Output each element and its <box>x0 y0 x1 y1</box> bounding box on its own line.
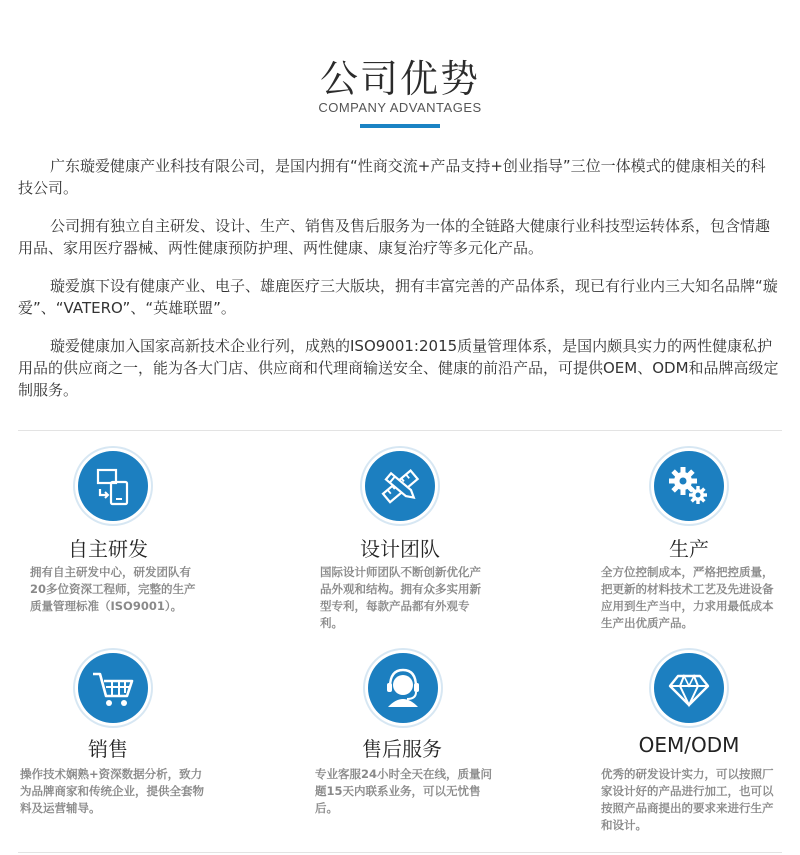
feature-description: 操作技术娴熟+资深数据分析，致力为品牌商家和传统企业，提供全套物料及运营辅导。 <box>20 767 204 815</box>
feature-description: 国际设计师团队不断创新优化产品外观和结构。拥有众多实用新型专利，每款产品都有外观专利。 <box>320 565 481 630</box>
section-divider <box>18 852 782 853</box>
gears-icon <box>654 451 724 521</box>
devices-icon <box>78 451 148 521</box>
intro-paragraph: 璇爱旗下设有健康产业、电子、雄鹿医疗三大版块，拥有丰富完善的产品体系，现已有行业内三大知名品牌“璇爱”、“VATERO”、“英雄联盟”。 <box>18 277 778 317</box>
feature-description: 全方位控制成本，严格把控质量，把更新的材料技术工艺及先进设备应用到生产当中，力求用最低成本生产出优质产品。 <box>601 565 774 630</box>
section-divider <box>18 430 782 431</box>
page-subtitle: COMPANY ADVANTAGES <box>318 100 482 115</box>
feature-description: 专业客服24小时全天在线，质量问题15天内联系业务，可以无忧售后。 <box>315 767 493 815</box>
intro-paragraph: 公司拥有独立自主研发、设计、生产、销售及售后服务为一体的全链路大健康行业科技型运转体系，包含情趣用品、家用医疗器械、两性健康预防护理、两性健康、康复治疗等多元化产品。 <box>18 217 771 257</box>
shopping-cart-icon <box>78 653 148 723</box>
diamond-icon <box>654 653 724 723</box>
headset-support-icon <box>368 653 438 723</box>
feature-title: 售后服务 <box>362 737 442 761</box>
feature-title: OEM/ODM <box>638 733 740 757</box>
feature-title: 自主研发 <box>68 537 148 561</box>
feature-title: 生产 <box>669 537 709 561</box>
title-underline <box>360 124 440 128</box>
feature-title: 设计团队 <box>360 537 440 561</box>
feature-description: 拥有自主研发中心，研发团队有20多位资深工程师，完整的生产质量管理标准（ISO9001）。 <box>30 565 196 613</box>
intro-paragraph: 璇爱健康加入国家高新技术企业行列，成熟的ISO9001:2015质量管理体系，是国内颇具实力的两性健康私护用品的供应商之一，能为各大门店、供应商和代理商输送安全、健康的前沿产品，可提供OEM、ODM和品牌高级定制服务。 <box>18 337 779 399</box>
feature-title: 销售 <box>88 737 128 761</box>
feature-description: 优秀的研发设计实力，可以按照厂家设计好的产品进行加工，也可以按照产品商提出的要求来进行生产和设计。 <box>601 767 774 832</box>
pencil-ruler-icon <box>365 451 435 521</box>
intro-paragraph: 广东璇爱健康产业科技有限公司，是国内拥有“性商交流+产品支持+创业指导”三位一体模式的健康相关的科技公司。 <box>18 157 766 197</box>
page-title: 公司优势 <box>319 57 480 101</box>
intro-text <box>18 155 780 417</box>
